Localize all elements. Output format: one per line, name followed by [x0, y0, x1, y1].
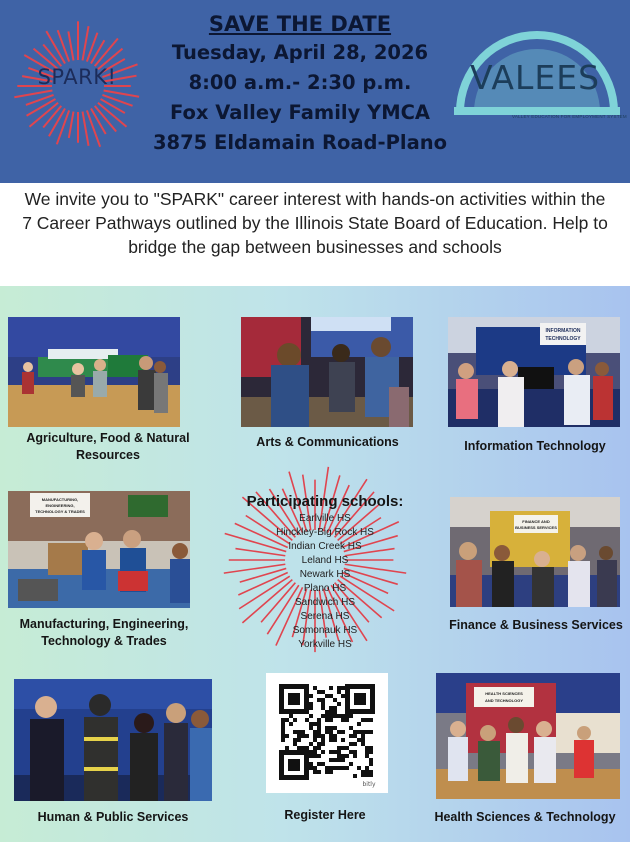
qr-module: [313, 738, 317, 742]
qr-module: [293, 742, 297, 746]
svg-text:TECHNOLOGY: TECHNOLOGY: [545, 336, 581, 342]
event-date: Tuesday, April 28, 2026: [171, 41, 429, 64]
qr-module: [313, 722, 317, 726]
qr-module: [317, 726, 321, 730]
qr-module: [345, 754, 349, 758]
qr-module: [349, 714, 353, 718]
qr-module: [309, 726, 313, 730]
qr-module: [325, 730, 329, 734]
qr-module: [329, 770, 333, 774]
caption-finance: Finance & Business Services: [449, 618, 623, 632]
qr-module: [313, 766, 317, 770]
qr-module: [321, 750, 325, 754]
qr-module: [309, 762, 313, 766]
qr-module: [365, 754, 369, 758]
qr-module: [321, 702, 325, 706]
qr-module: [305, 718, 309, 722]
qr-module: [313, 750, 317, 754]
qr-module: [313, 730, 317, 734]
qr-module: [341, 738, 345, 742]
qr-module: [321, 738, 325, 742]
qr-module: [337, 746, 341, 750]
qr-module: [333, 738, 337, 742]
photo-finance: [450, 497, 620, 607]
qr-module: [361, 770, 365, 774]
qr-module: [361, 738, 365, 742]
event-venue: Fox Valley Family YMCA: [169, 101, 431, 124]
qr-module: [337, 730, 341, 734]
svg-text:AND TECHNOLOGY: AND TECHNOLOGY: [485, 698, 523, 703]
qr-module: [321, 742, 325, 746]
qr-module: [361, 718, 365, 722]
qr-module: [281, 730, 285, 734]
qr-module: [329, 758, 333, 762]
qr-brand: bitly: [362, 781, 376, 788]
qr-module: [329, 750, 333, 754]
qr-module: [341, 754, 345, 758]
qr-module: [341, 730, 345, 734]
qr-module: [337, 754, 341, 758]
qr-module: [369, 718, 373, 722]
qr-module: [325, 726, 329, 730]
qr-module: [349, 726, 353, 730]
burst-ray: [58, 30, 69, 61]
qr-module: [317, 734, 321, 738]
qr-module: [337, 714, 341, 718]
burst-ray: [69, 112, 74, 138]
qr-module: [309, 750, 313, 754]
school-item: Hinckley-Big Rock HS: [276, 527, 374, 538]
burst-ray: [104, 91, 139, 97]
qr-module: [369, 758, 373, 762]
qr-module: [369, 750, 373, 754]
qr-module: [317, 722, 321, 726]
qr-module: [317, 746, 321, 750]
qr-module: [337, 702, 341, 706]
qr-module: [337, 690, 341, 694]
qr-module: [325, 710, 329, 714]
logo-subtitle: VALLEY EDUCATION FOR EMPLOYMENT SYSTEM: [512, 114, 627, 119]
qr-module: [281, 722, 285, 726]
burst-ray: [57, 110, 69, 144]
save-the-date-title: SAVE THE DATE: [208, 12, 392, 36]
qr-module: [309, 722, 313, 726]
qr-module: [321, 762, 325, 766]
qr-module: [341, 766, 345, 770]
qr-module: [321, 690, 325, 694]
qr-module: [353, 742, 357, 746]
qr-module: [329, 734, 333, 738]
qr-module: [369, 762, 373, 766]
burst-ray: [43, 45, 61, 67]
qr-module: [353, 774, 357, 778]
qr-module: [305, 746, 309, 750]
qr-module: [349, 742, 353, 746]
qr-module: [285, 734, 289, 738]
qr-module: [329, 766, 333, 770]
qr-module: [341, 718, 345, 722]
qr-module: [317, 718, 321, 722]
qr-module: [317, 762, 321, 766]
qr-module: [341, 694, 345, 698]
qr-module: [301, 746, 305, 750]
qr-module: [321, 706, 325, 710]
register-link[interactable]: Register Here: [284, 808, 366, 822]
school-item: Somonauk HS: [292, 625, 358, 636]
photo-human-services: [14, 679, 212, 801]
school-item: Indian Creek HS: [288, 541, 362, 552]
qr-module: [285, 718, 289, 722]
qr-module: [309, 702, 313, 706]
qr-module: [353, 734, 357, 738]
qr-module: [313, 754, 317, 758]
spark-label: SPARK!: [37, 65, 117, 89]
qr-module: [289, 722, 293, 726]
qr-module: [361, 734, 365, 738]
qr-module: [325, 718, 329, 722]
school-item: Plano HS: [303, 583, 347, 594]
burst-ray: [87, 110, 100, 146]
qr-module: [357, 722, 361, 726]
qr-module: [321, 714, 325, 718]
caption-health-sciences: Health Sciences & Technology: [434, 810, 616, 824]
qr-module: [357, 730, 361, 734]
caption-agriculture: Agriculture, Food & Natural Resources: [26, 431, 190, 462]
qr-module: [357, 738, 361, 742]
photo-it: [448, 317, 620, 427]
svg-text:FINANCE AND: FINANCE AND: [522, 519, 550, 524]
caption-manufacturing: Manufacturing, Engineering, Technology & Trades: [19, 617, 189, 648]
qr-module: [333, 698, 337, 702]
qr-module: [345, 718, 349, 722]
qr-module: [333, 734, 337, 738]
qr-module: [329, 730, 333, 734]
qr-module: [309, 754, 313, 758]
qr-module: [337, 766, 341, 770]
qr-module: [341, 714, 345, 718]
qr-module: [313, 746, 317, 750]
qr-module: [345, 766, 349, 770]
qr-module: [301, 730, 305, 734]
qr-module: [313, 770, 317, 774]
school-item: Serena HS: [300, 611, 350, 622]
burst-ray: [102, 95, 132, 106]
qr-module: [305, 734, 309, 738]
qr-module: [317, 690, 321, 694]
qr-module: [281, 738, 285, 742]
svg-text:TECHNOLOGY & TRADES: TECHNOLOGY & TRADES: [35, 509, 85, 514]
qr-module: [325, 694, 329, 698]
burst-ray: [83, 26, 89, 60]
qr-module: [353, 750, 357, 754]
qr-module: [365, 770, 369, 774]
caption-human-services: Human & Public Services: [37, 810, 189, 824]
qr-module: [329, 710, 333, 714]
qr-module: [329, 694, 333, 698]
qr-module: [309, 706, 313, 710]
qr-module: [285, 746, 289, 750]
qr-module: [361, 730, 365, 734]
school-item: Earlville HS: [299, 513, 351, 524]
qr-module: [349, 734, 353, 738]
qr-module: [309, 766, 313, 770]
photo-agriculture: [8, 317, 180, 427]
qr-module: [281, 718, 285, 722]
svg-text:INFORMATION: INFORMATION: [545, 328, 581, 334]
qr-module: [365, 718, 369, 722]
qr-module: [369, 730, 373, 734]
qr-module: [313, 734, 317, 738]
qr-module: [337, 686, 341, 690]
qr-module: [297, 746, 301, 750]
burst-ray: [14, 91, 52, 98]
qr-module: [289, 714, 293, 718]
qr-module: [333, 710, 337, 714]
qr-module: [333, 706, 337, 710]
qr-module: [297, 730, 301, 734]
event-details: [150, 10, 450, 158]
qr-module: [325, 766, 329, 770]
qr-module: [341, 746, 345, 750]
qr-code-icon: [266, 673, 388, 793]
qr-module: [297, 734, 301, 738]
school-item: Yorkville HS: [298, 639, 352, 650]
qr-module: [345, 746, 349, 750]
schools-title: Participating schools:: [246, 493, 404, 510]
qr-module: [369, 770, 373, 774]
photo-health-sciences: [436, 673, 620, 799]
qr-module: [321, 734, 325, 738]
qr-module: [313, 686, 317, 690]
qr-module: [329, 686, 333, 690]
photo-arts: [241, 317, 413, 427]
burst-ray: [43, 106, 61, 128]
intro-paragraph: We invite you to "SPARK" career interest with hands-on activities within the 7 Career Pathways outlined by the Illinois State Board of Education. Help to bridge the gap between businesses and schools: [22, 189, 608, 257]
qr-module: [329, 738, 333, 742]
school-item: Newark HS: [299, 569, 351, 580]
photo-manufacturing: [8, 491, 190, 608]
qr-module: [317, 742, 321, 746]
qr-module: [293, 730, 297, 734]
svg-text:BUSINESS SERVICES: BUSINESS SERVICES: [515, 525, 557, 530]
svg-text:HEALTH SCIENCES: HEALTH SCIENCES: [485, 691, 523, 696]
event-address: 3875 Eldamain Road-Plano: [152, 131, 448, 154]
caption-it: Information Technology: [464, 439, 606, 453]
qr-module: [321, 698, 325, 702]
qr-module: [309, 742, 313, 746]
logo-text: VALEES: [469, 58, 601, 97]
qr-module: [333, 758, 337, 762]
school-item: Leland HS: [301, 555, 349, 566]
qr-module: [297, 738, 301, 742]
qr-module: [317, 730, 321, 734]
caption-arts: Arts & Communications: [256, 435, 399, 449]
qr-module: [333, 714, 337, 718]
qr-module: [365, 746, 369, 750]
qr-module: [301, 734, 305, 738]
qr-module: [357, 766, 361, 770]
qr-module: [293, 718, 297, 722]
qr-module: [365, 750, 369, 754]
event-time: 8:00 a.m.- 2:30 p.m.: [188, 71, 412, 94]
qr-module: [333, 766, 337, 770]
qr-module: [317, 770, 321, 774]
qr-module: [337, 750, 341, 754]
qr-module: [329, 726, 333, 730]
qr-module: [329, 718, 333, 722]
school-item: Sandwich HS: [294, 597, 356, 608]
qr-module: [341, 758, 345, 762]
qr-module: [293, 738, 297, 742]
qr-module: [341, 686, 345, 690]
burst-ray: [87, 33, 98, 62]
svg-text:ENGINEERING,: ENGINEERING,: [45, 503, 75, 508]
qr-module: [309, 714, 313, 718]
qr-module: [325, 770, 329, 774]
qr-module: [325, 714, 329, 718]
qr-module: [353, 754, 357, 758]
qr-module: [317, 698, 321, 702]
qr-module: [345, 714, 349, 718]
qr-module: [353, 730, 357, 734]
burst-ray: [49, 109, 65, 137]
qr-module: [349, 762, 353, 766]
qr-module: [349, 750, 353, 754]
svg-text:MANUFACTURING,: MANUFACTURING,: [41, 497, 79, 502]
qr-module: [365, 730, 369, 734]
qr-module: [369, 746, 373, 750]
qr-module: [309, 694, 313, 698]
qr-module: [317, 754, 321, 758]
participating-schools: [225, 492, 425, 652]
qr-module: [333, 726, 337, 730]
burst-ray: [83, 112, 89, 146]
qr-module: [337, 758, 341, 762]
qr-module: [329, 714, 333, 718]
qr-module: [333, 750, 337, 754]
qr-module: [365, 766, 369, 770]
qr-module: [361, 742, 365, 746]
qr-module: [281, 734, 285, 738]
burst-ray: [68, 31, 73, 60]
qr-module: [281, 726, 285, 730]
register-qr-code[interactable]: [266, 673, 388, 793]
qr-module: [329, 706, 333, 710]
